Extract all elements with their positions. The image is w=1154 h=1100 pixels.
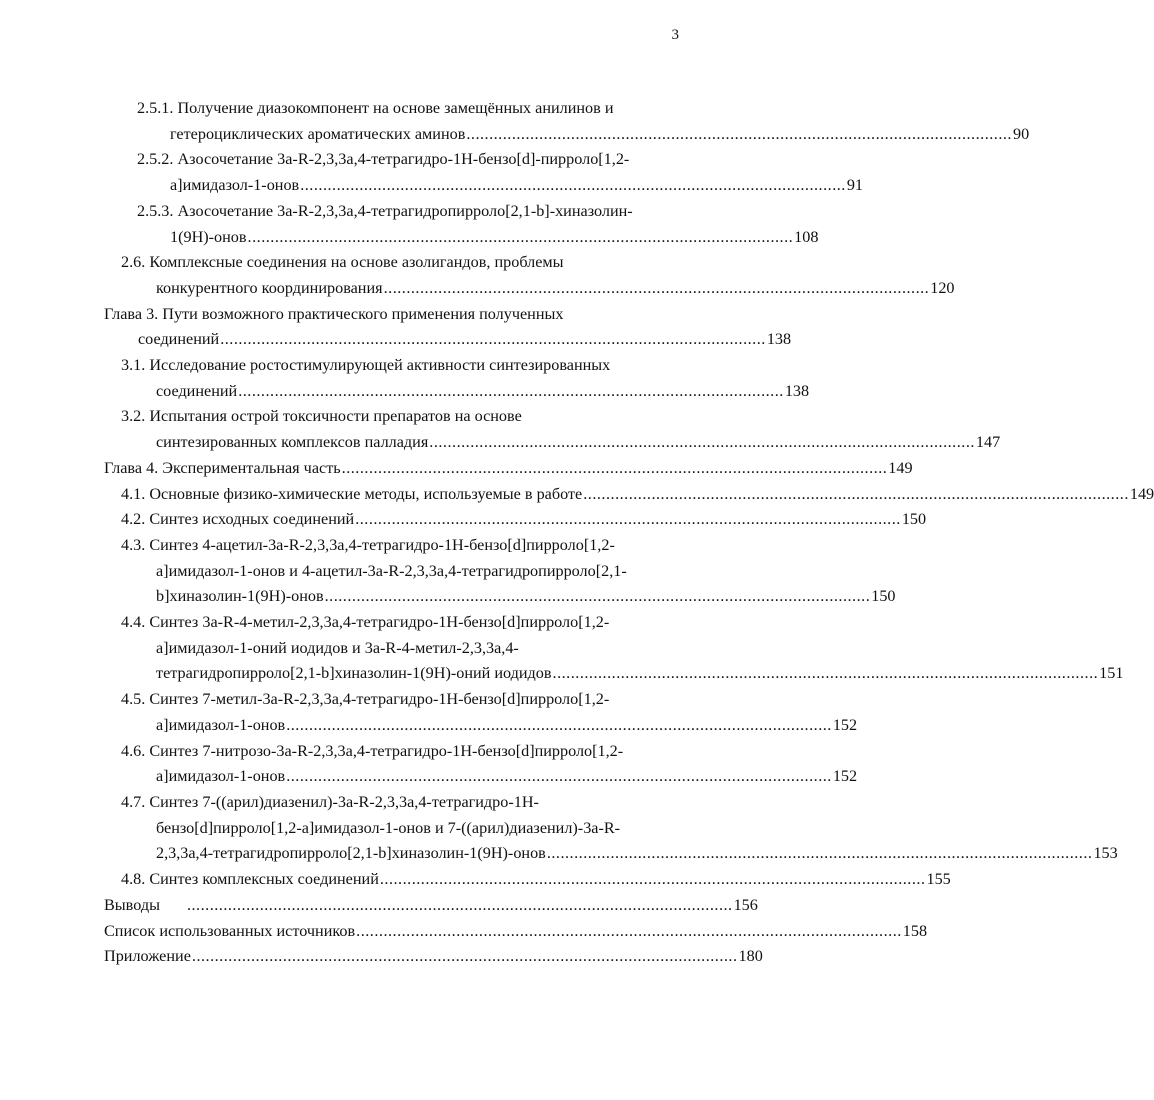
toc-page-number: 149 <box>888 458 913 477</box>
toc-entry-4-1 <box>104 482 1154 508</box>
toc-entry-4-4 <box>104 610 1124 687</box>
toc-page-number: 156 <box>733 895 758 914</box>
toc-page-number: 149 <box>1129 484 1154 503</box>
leader-dots: ........................................................................................................................ <box>429 433 975 452</box>
toc-entry-3-2 <box>104 404 1001 455</box>
toc-entry-text: соединений <box>156 381 238 400</box>
toc-entry-text: 2.5.2. Азосочетание 3a-R-2,3,3a,4-тетрагидро-1H-бензо[d]-пирроло[1,2- <box>137 150 630 169</box>
toc-entry-2-5-1 <box>104 96 1030 147</box>
toc-entry-chapter-3 <box>104 302 792 353</box>
page-number: 3 <box>671 27 679 43</box>
toc-entry-references <box>104 919 928 945</box>
toc-entry-4-7 <box>104 790 1118 867</box>
toc-entry-4-5 <box>104 687 858 738</box>
leader-dots: ........................................................................................................................ <box>466 124 1012 143</box>
toc-entry-text: 4.8. Синтез комплексных соединений <box>121 870 379 889</box>
leader-dots: ........................................................................................................................ <box>355 510 901 529</box>
toc-entry-text: Глава 4. Экспериментальная часть <box>104 458 341 477</box>
toc-entry-text: 2.5.3. Азосочетание 3a-R-2,3,3a,4-тетрагидропирроло[2,1-b]-хиназолин- <box>137 201 633 220</box>
toc-page-number: 151 <box>1099 664 1124 683</box>
table-of-contents <box>104 96 1154 970</box>
leader-dots: ........................................................................................................................ <box>324 587 871 606</box>
toc-entry-text: 1(9H)-онов <box>170 227 247 246</box>
leader-dots: ........................................................................................................................ <box>186 895 733 914</box>
leader-dots: ........................................................................................................................ <box>300 176 846 195</box>
toc-entry-text: Глава 3. Пути возможного практического применения полученных <box>104 304 564 323</box>
leader-dots: ........................................................................................................................ <box>191 947 738 966</box>
toc-entry-text: Выводы <box>104 895 160 914</box>
leader-dots: ........................................................................................................................ <box>220 330 766 349</box>
toc-entry-4-3 <box>104 533 896 610</box>
toc-entry-text: Приложение <box>104 947 191 966</box>
toc-entry-text: a]имидазол-1-онов и 4-ацетил-3a-R-2,3,3a,4-тетрагидропирроло[2,1- <box>156 561 627 580</box>
toc-entry-text: Список использованных источников <box>104 921 356 940</box>
toc-entry-conclusions <box>104 893 758 919</box>
leader-dots: ........................................................................................................................ <box>356 921 902 940</box>
toc-page-number: 108 <box>794 227 819 246</box>
toc-entry-text: синтезированных комплексов палладия <box>156 433 429 452</box>
toc-page-number: 152 <box>832 767 858 786</box>
toc-entry-2-6 <box>104 250 955 301</box>
toc-entry-text: 4.7. Синтез 7-((арил)диазенил)-3a-R-2,3,3a,4-тетрагидро-1H- <box>121 792 539 811</box>
toc-entry-text: 4.6. Синтез 7-нитрозо-3a-R-2,3,3a,4-тетрагидро-1H-бензо[d]пирроло[1,2- <box>121 741 624 760</box>
toc-page-number: 150 <box>901 510 927 529</box>
toc-entry-4-6 <box>104 739 858 790</box>
toc-entry-text: 2.6. Комплексные соединения на основе азолигандов, проблемы <box>121 253 564 272</box>
toc-entry-3-1 <box>104 353 810 404</box>
toc-entry-4-8 <box>104 867 951 893</box>
toc-page-number: 152 <box>832 715 858 734</box>
leader-dots: ........................................................................................................................ <box>379 870 926 889</box>
toc-entry-text: 2,3,3a,4-тетрагидропирроло[2,1-b]хиназолин-1(9H)-онов <box>156 844 546 863</box>
toc-entry-text: 4.3. Синтез 4-ацетил-3a-R-2,3,3a,4-тетрагидро-1H-бензо[d]пирроло[1,2- <box>121 535 615 554</box>
toc-page-number: 138 <box>766 330 792 349</box>
toc-page-number: 180 <box>738 947 763 966</box>
toc-entry-4-2 <box>104 507 927 533</box>
leader-dots: ........................................................................................................................ <box>247 227 794 246</box>
toc-entry-text: a]имидазол-1-онов <box>156 715 286 734</box>
toc-entry-text: бензо[d]пирроло[1,2-a]имидазол-1-онов и 7-((арил)диазенил)-3a-R- <box>156 818 621 837</box>
toc-page-number: 138 <box>784 381 810 400</box>
toc-page-number: 158 <box>902 921 928 940</box>
leader-dots: ........................................................................................................................ <box>583 484 1129 503</box>
leader-dots: ........................................................................................................................ <box>286 715 832 734</box>
leader-dots: ........................................................................................................................ <box>383 278 930 297</box>
toc-entry-text: 4.4. Синтез 3a-R-4-метил-2,3,3a,4-тетрагидро-1H-бензо[d]пирроло[1,2- <box>121 613 610 632</box>
leader-dots: ........................................................................................................................ <box>238 381 784 400</box>
toc-entry-text: a]имидазол-1-онов <box>156 767 286 786</box>
leader-dots: ........................................................................................................................ <box>286 767 832 786</box>
toc-entry-text: a]имидазол-1-оний иодидов и 3a-R-4-метил-2,3,3a,4- <box>156 638 519 657</box>
toc-entry-2-5-3 <box>104 199 819 250</box>
toc-page-number: 120 <box>930 278 955 297</box>
toc-entry-text: соединений <box>138 330 220 349</box>
toc-entry-text: a]имидазол-1-онов <box>170 176 300 195</box>
toc-entry-text: 4.2. Синтез исходных соединений <box>121 510 355 529</box>
leader-dots: ........................................................................................................................ <box>546 844 1093 863</box>
toc-entry-chapter-4 <box>104 456 913 482</box>
toc-entry-text: гетероциклических ароматических аминов <box>170 124 466 143</box>
toc-entry-2-5-2 <box>104 147 864 198</box>
leader-dots: ........................................................................................................................ <box>552 664 1099 683</box>
toc-page-number: 150 <box>871 587 896 606</box>
toc-entry-text: 3.1. Исследование ростостимулирующей активности синтезированных <box>121 356 611 375</box>
toc-page-number: 90 <box>1012 124 1030 143</box>
toc-page-number: 153 <box>1093 844 1118 863</box>
toc-entry-appendix <box>104 944 763 970</box>
toc-entry-text: 4.1. Основные физико-химические методы, используемые в работе <box>121 484 583 503</box>
toc-page-number: 147 <box>975 433 1001 452</box>
toc-page-number: 155 <box>926 870 951 889</box>
toc-entry-text: 4.5. Синтез 7-метил-3a-R-2,3,3a,4-тетрагидро-1H-бензо[d]пирроло[1,2- <box>121 690 610 709</box>
toc-entry-text: тетрагидропирроло[2,1-b]хиназолин-1(9H)-оний иодидов <box>156 664 552 683</box>
toc-page-number: 91 <box>846 176 864 195</box>
toc-entry-text: 3.2. Испытания острой токсичности препаратов на основе <box>121 407 522 426</box>
toc-entry-text: 2.5.1. Получение диазокомпонент на основе замещённых анилинов и <box>137 99 614 117</box>
toc-entry-text: конкурентного координирования <box>156 278 383 297</box>
toc-entry-text: b]хиназолин-1(9H)-онов <box>156 587 324 606</box>
leader-dots: ........................................................................................................................ <box>341 458 888 477</box>
